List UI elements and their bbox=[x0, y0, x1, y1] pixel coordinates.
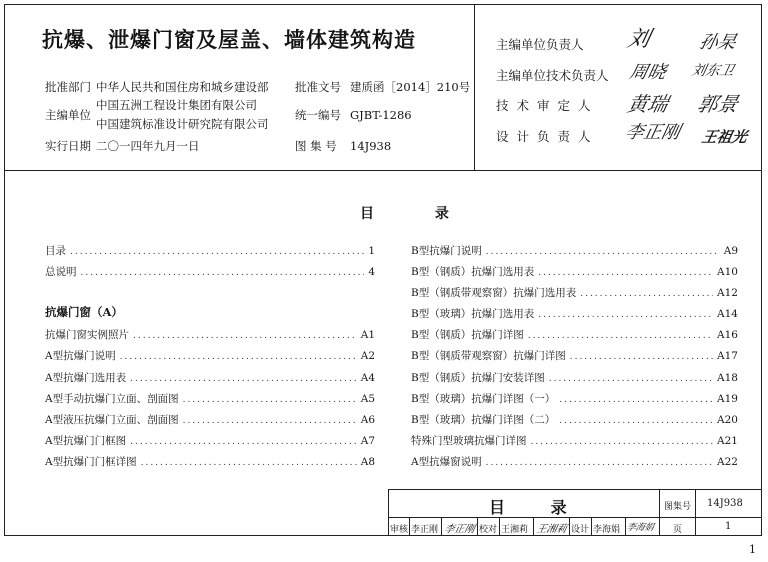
toc-entry[interactable] bbox=[45, 264, 375, 280]
atlas-no: 14J938 bbox=[350, 139, 392, 153]
title-block-cell-divider bbox=[441, 517, 442, 536]
toc-entry-leader bbox=[538, 268, 713, 278]
title-block-cell-divider bbox=[409, 517, 410, 536]
toc-entry-title: B型（玻璃）抗爆门详图（一） bbox=[411, 393, 556, 405]
toc-entry-page: 1 bbox=[368, 245, 375, 257]
toc-entry[interactable] bbox=[411, 454, 738, 470]
effective-date: 二〇一四年九月一日 bbox=[96, 139, 200, 153]
reviewer-label: 技术审定人 bbox=[496, 98, 599, 113]
toc-entry-page: A6 bbox=[360, 414, 375, 426]
toc-entry-leader bbox=[549, 374, 713, 384]
title-block-cell-divider bbox=[499, 517, 500, 536]
toc-entry-title: A型抗爆门门框图 bbox=[45, 435, 127, 447]
toc-entry-page: A17 bbox=[717, 350, 738, 362]
toc-entry-leader bbox=[133, 331, 357, 341]
toc-entry-leader bbox=[130, 437, 357, 447]
toc-entry[interactable] bbox=[45, 348, 375, 364]
toc-entry-title: A型液压抗爆门立面、剖面图 bbox=[45, 414, 179, 426]
page-number: 1 bbox=[749, 543, 756, 556]
title-block bbox=[388, 489, 762, 536]
title-block-row-divider bbox=[389, 517, 762, 518]
approval-doc: 建质函［2014］210号 bbox=[350, 80, 471, 94]
designer-signature-2: 王祖光 bbox=[699, 128, 749, 146]
toc-entry-page: A5 bbox=[360, 393, 375, 405]
atlas-title: 抗爆、泄爆门窗及屋盖、墙体建筑构造 bbox=[42, 27, 416, 52]
toc-entry-title: A型抗爆门选用表 bbox=[45, 372, 127, 384]
designer-signature-1: 李正刚 bbox=[623, 122, 682, 143]
toc-entry-page: A12 bbox=[717, 287, 738, 299]
toc-entry[interactable] bbox=[45, 412, 375, 428]
toc-entry-leader bbox=[486, 458, 713, 468]
toc-entry-title: 抗爆门窗实例照片 bbox=[45, 329, 129, 341]
toc-heading-char-2: 录 bbox=[434, 206, 449, 222]
toc-entry[interactable] bbox=[45, 454, 375, 470]
tech-head-label: 主编单位技术负责人 bbox=[496, 68, 609, 83]
approval-dept-label: 批准部门 bbox=[45, 80, 91, 94]
toc-entry-leader bbox=[528, 331, 713, 341]
title-block-review-signature: 李正刚 bbox=[443, 524, 476, 535]
tech-head-signature-1: 周晓 bbox=[627, 62, 668, 83]
toc-entry[interactable] bbox=[411, 348, 738, 364]
title-block-review-label: 审核 bbox=[390, 525, 409, 535]
toc-entry[interactable] bbox=[411, 391, 738, 407]
header-divider bbox=[5, 170, 762, 171]
toc-entry[interactable] bbox=[411, 370, 738, 386]
title-block-page-label: 页 bbox=[673, 525, 683, 535]
toc-entry[interactable] bbox=[45, 433, 375, 449]
toc-entry-title: A型抗爆门门框详图 bbox=[45, 456, 137, 468]
header-vertical-divider bbox=[474, 4, 475, 170]
unified-no: GJBT-1286 bbox=[350, 108, 412, 122]
toc-entry-page: A7 bbox=[360, 435, 375, 447]
toc-entry-title: B型（钢质）抗爆门选用表 bbox=[411, 266, 535, 278]
toc-entry-page: A14 bbox=[717, 308, 738, 320]
title-block-design-label: 设计 bbox=[571, 525, 590, 535]
toc-entry-leader bbox=[486, 247, 720, 257]
toc-entry-title: A型抗爆门说明 bbox=[45, 350, 116, 362]
toc-entry-page: A22 bbox=[717, 456, 738, 468]
atlas-no-label: 图 集 号 bbox=[295, 139, 337, 153]
toc-entry-page: A21 bbox=[717, 435, 738, 447]
toc-entry-leader bbox=[81, 268, 365, 278]
toc-entry[interactable] bbox=[411, 264, 738, 280]
toc-entry-page: A20 bbox=[717, 414, 738, 426]
title-block-cell-divider bbox=[569, 517, 570, 536]
toc-entry-page: A19 bbox=[717, 393, 738, 405]
unified-no-label: 统一编号 bbox=[295, 108, 341, 122]
toc-entry-page: A4 bbox=[360, 372, 375, 384]
title-block-col-divider bbox=[659, 490, 660, 536]
chief-unit-1: 中国五洲工程设计集团有限公司 bbox=[96, 98, 257, 112]
approval-dept: 中华人民共和国住房和城乡建设部 bbox=[96, 80, 269, 94]
toc-entry-title: B型（钢质）抗爆门详图 bbox=[411, 329, 524, 341]
toc-entry-title: 总说明 bbox=[45, 266, 77, 278]
toc-entry-leader bbox=[183, 395, 357, 405]
toc-entry-page: A10 bbox=[717, 266, 738, 278]
toc-entry-title: B型抗爆门说明 bbox=[411, 245, 482, 257]
toc-entry[interactable] bbox=[411, 306, 738, 322]
title-block-review-name: 李正刚 bbox=[411, 525, 439, 535]
chief-unit-2: 中国建筑标准设计研究院有限公司 bbox=[96, 117, 269, 131]
toc-entry-leader bbox=[120, 352, 357, 362]
toc-heading-char-1: 目 bbox=[360, 206, 374, 222]
title-block-atlas-value: 14J938 bbox=[707, 498, 743, 509]
title-block-title-char-2: 录 bbox=[550, 498, 567, 517]
toc-entry[interactable] bbox=[411, 285, 738, 301]
title-block-col-divider bbox=[695, 490, 696, 536]
toc-entry-leader bbox=[141, 458, 357, 468]
toc-entry[interactable] bbox=[45, 243, 375, 259]
toc-heading bbox=[360, 203, 449, 223]
toc-entry-page: A2 bbox=[360, 350, 375, 362]
toc-entry-leader bbox=[70, 247, 364, 257]
title-block-cell-divider bbox=[533, 517, 534, 536]
toc-entry-title: B型（玻璃）抗爆门选用表 bbox=[411, 308, 535, 320]
title-block-design-name: 李海娟 bbox=[593, 525, 621, 535]
toc-entry-page: A8 bbox=[360, 456, 375, 468]
title-block-check-signature: 王湘莉 bbox=[535, 524, 568, 535]
toc-entry-leader bbox=[580, 289, 713, 299]
toc-entry-leader bbox=[130, 374, 357, 384]
toc-entry-page: A16 bbox=[717, 329, 738, 341]
title-block-check-label: 校对 bbox=[479, 525, 498, 535]
toc-entry-title: B型（钢质）抗爆门安装详图 bbox=[411, 372, 545, 384]
reviewer-signature-1: 黄瑞 bbox=[625, 92, 671, 116]
toc-entry[interactable] bbox=[411, 243, 738, 259]
toc-entry[interactable] bbox=[45, 391, 375, 407]
toc-entry-title: A型抗爆窗说明 bbox=[411, 456, 482, 468]
toc-entry-leader bbox=[531, 437, 714, 447]
toc-entry[interactable] bbox=[411, 327, 738, 343]
unit-head-signature-1: 刘 bbox=[624, 27, 653, 52]
toc-entry-page: A9 bbox=[723, 245, 738, 257]
toc-entry-page: A1 bbox=[360, 329, 375, 341]
reviewer-signature-2: 郭景 bbox=[695, 92, 741, 116]
title-block-title-char-1: 目 bbox=[489, 498, 506, 517]
unit-head-signature-2: 孙杲 bbox=[697, 32, 738, 53]
toc-entry-leader bbox=[559, 395, 713, 405]
toc-entry-title: B型（钢质带观察窗）抗爆门选用表 bbox=[411, 287, 577, 299]
toc-entry-leader bbox=[538, 310, 713, 320]
effective-date-label: 实行日期 bbox=[45, 139, 91, 153]
title-block-check-name: 王湘莉 bbox=[501, 525, 529, 535]
title-block-atlas-label: 图集号 bbox=[664, 502, 692, 512]
title-block-cell-divider bbox=[477, 517, 478, 536]
toc-entry-leader bbox=[570, 352, 713, 362]
toc-entry-page: A18 bbox=[717, 372, 738, 384]
toc-entry[interactable] bbox=[45, 370, 375, 386]
toc-entry[interactable] bbox=[411, 412, 738, 428]
approval-doc-label: 批准文号 bbox=[295, 80, 341, 94]
toc-entry-page: 4 bbox=[368, 266, 375, 278]
toc-section-title: 抗爆门窗（A） bbox=[45, 305, 123, 319]
toc-entry-leader bbox=[183, 416, 357, 426]
title-block-cell-divider bbox=[591, 517, 592, 536]
chief-unit-label: 主编单位 bbox=[45, 108, 91, 122]
designer-label: 设计负责人 bbox=[496, 129, 599, 144]
toc-entry-title: A型手动抗爆门立面、剖面图 bbox=[45, 393, 179, 405]
toc-entry-title: 目录 bbox=[45, 245, 66, 257]
unit-head-label: 主编单位负责人 bbox=[496, 37, 584, 52]
toc-entry-leader bbox=[559, 416, 713, 426]
tech-head-signature-2: 刘东卫 bbox=[690, 63, 736, 79]
toc-entry-title: 特殊门型玻璃抗爆门详图 bbox=[411, 435, 527, 447]
toc-entry[interactable] bbox=[45, 327, 375, 343]
title-block-design-signature: 李海娟 bbox=[625, 523, 655, 533]
toc-entry-title: B型（玻璃）抗爆门详图（二） bbox=[411, 414, 556, 426]
title-block-page-value: 1 bbox=[725, 521, 732, 532]
toc-entry-title: B型（钢质带观察窗）抗爆门详图 bbox=[411, 350, 566, 362]
toc-entry[interactable] bbox=[411, 433, 738, 449]
title-block-title bbox=[489, 495, 567, 518]
